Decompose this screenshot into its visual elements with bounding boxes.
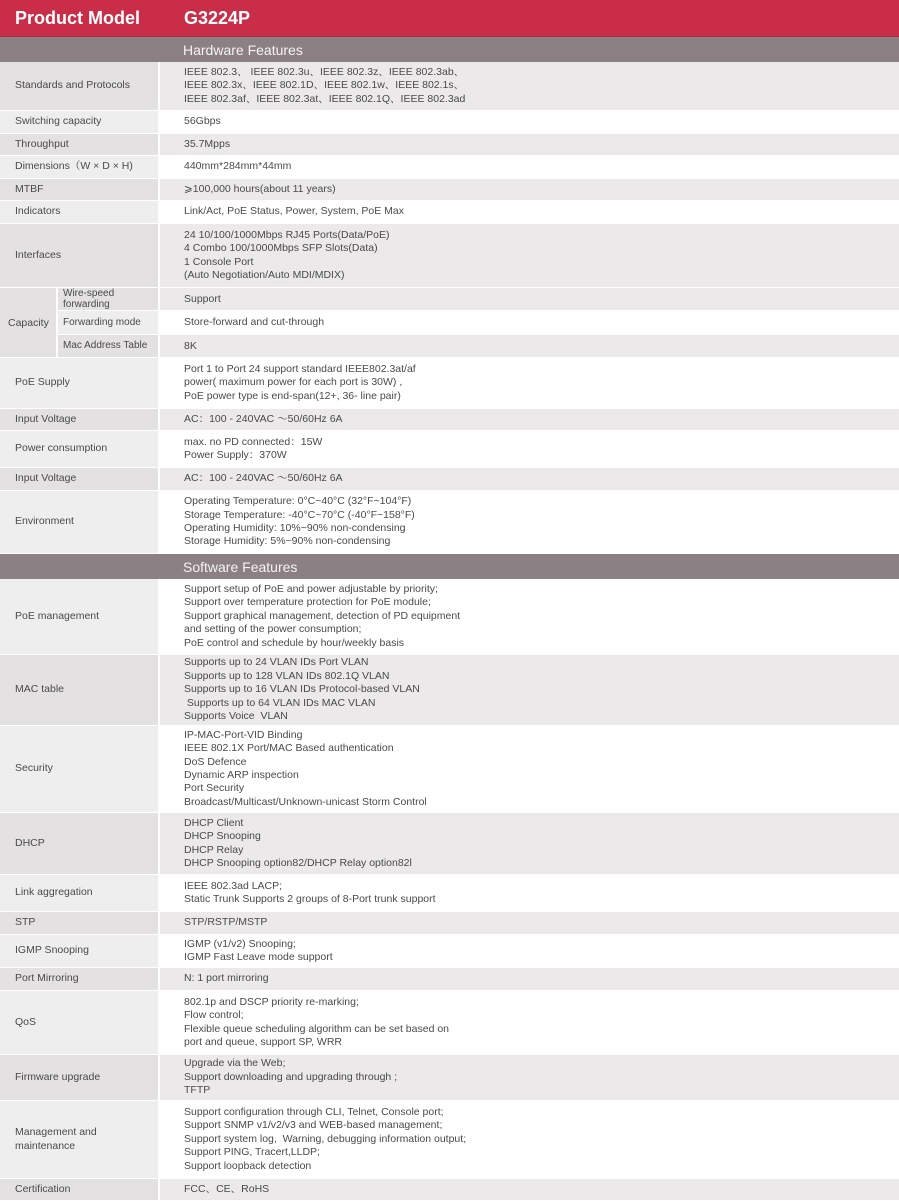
spec-value-line: DHCP Snooping option82/DHCP Relay option82l — [184, 856, 412, 869]
spec-row-stp — [0, 912, 899, 935]
spec-value-line: DoS Defence — [184, 755, 247, 768]
hardware-features-title: Hardware Features — [183, 41, 303, 58]
spec-value-line: Supports Voice VLAN — [184, 710, 288, 723]
spec-value-line: 35.7Mpps — [184, 137, 231, 150]
spec-row-input-voltage — [0, 468, 899, 491]
spec-value — [160, 431, 899, 467]
spec-value-line: IEEE 802.3、 IEEE 802.3u、IEEE 802.3z、IEEE 802.3ab、 — [184, 65, 465, 78]
spec-value-line: IGMP (v1/v2) Snooping; — [184, 937, 296, 950]
capacity-sub-label: Forwarding mode — [58, 311, 160, 333]
spec-row-indicators — [0, 201, 899, 224]
spec-row-standards-and-protocols — [0, 62, 899, 111]
spec-value-line: port and queue, support SP, WRR — [184, 1035, 342, 1048]
spec-label: Power consumption — [0, 431, 160, 467]
spec-row-throughput — [0, 134, 899, 156]
spec-value-line: Support over temperature protection for PoE module; — [184, 596, 431, 609]
spec-value-line: DHCP Relay — [184, 843, 244, 856]
spec-value — [160, 111, 899, 133]
spec-value-line: Port 1 to Port 24 support standard IEEE802.3at/af — [184, 362, 416, 375]
spec-label: DHCP — [0, 813, 160, 874]
software-features-section-header — [0, 554, 899, 579]
spec-value — [160, 912, 899, 934]
spec-value — [160, 655, 899, 725]
spec-label: MAC table — [0, 655, 160, 725]
spec-value-line: FCC、CE、RoHS — [184, 1182, 270, 1195]
spec-value-line: IGMP Fast Leave mode support — [184, 951, 333, 963]
spec-row-mac-table — [0, 655, 899, 726]
spec-label: Firmware upgrade — [0, 1055, 160, 1100]
spec-value-line: PoE control and schedule by hour/weekly basis — [184, 636, 405, 649]
spec-row-link-aggregation — [0, 875, 899, 912]
spec-value-line: Flow control; — [184, 1009, 244, 1022]
spec-value-line: Upgrade via the Web; — [184, 1057, 286, 1070]
spec-row-management-and-maintenance — [0, 1101, 899, 1179]
spec-label: Indicators — [0, 201, 160, 223]
spec-row-power-consumption — [0, 431, 899, 468]
spec-value — [160, 875, 899, 911]
software-features-title: Software Features — [183, 558, 298, 575]
spec-value-line: Dynamic ARP inspection — [184, 769, 299, 781]
capacity-subrow-mac-address-table — [58, 335, 899, 357]
spec-value — [160, 579, 899, 654]
capacity-sub-value: Store-forward and cut-through — [160, 311, 899, 333]
spec-value-line: Support SNMP v1/v2/v3 and WEB-based management; — [184, 1119, 443, 1132]
spec-row-dimensions-w-d-h — [0, 156, 899, 179]
spec-row-qos — [0, 991, 899, 1055]
capacity-label: Capacity — [0, 288, 58, 357]
spec-row-poe-management — [0, 579, 899, 655]
hardware-rows-continued — [0, 358, 899, 554]
spec-label: Certification — [0, 1179, 160, 1200]
spec-label: Port Mirroring — [0, 968, 160, 990]
spec-value-line: 440mm*284mm*44mm — [184, 160, 292, 173]
spec-row-switching-capacity — [0, 111, 899, 134]
spec-label: STP — [0, 912, 160, 934]
spec-value — [160, 1055, 899, 1100]
spec-value — [160, 813, 899, 874]
spec-row-environment — [0, 491, 899, 554]
spec-value-line: Supports up to 128 VLAN IDs 802.1Q VLAN — [184, 669, 390, 682]
spec-value-line: IEEE 802.1X Port/MAC Based authentication — [184, 742, 394, 755]
spec-value — [160, 409, 899, 430]
spec-value-line: max. no PD connected：15W — [184, 435, 323, 448]
spec-value-line: Broadcast/Multicast/Unknown-unicast Storm Control — [184, 795, 427, 808]
spec-label: Link aggregation — [0, 875, 160, 911]
spec-value-line: 24 10/100/1000Mbps RJ45 Ports(Data/PoE) — [184, 228, 390, 241]
capacity-group — [0, 288, 899, 358]
spec-value-line: STP/RSTP/MSTP — [184, 916, 268, 929]
spec-value — [160, 201, 899, 223]
spec-value — [160, 468, 899, 490]
product-model-header — [0, 0, 899, 37]
spec-label: Input Voltage — [0, 468, 160, 490]
spec-label: Interfaces — [0, 224, 160, 287]
spec-value — [160, 1101, 899, 1178]
hardware-rows — [0, 62, 899, 288]
hardware-features-section-header — [0, 37, 899, 62]
capacity-sub-value: 8K — [160, 335, 899, 357]
spec-label: PoE management — [0, 579, 160, 654]
spec-label: MTBF — [0, 179, 160, 200]
spec-value-line: and setting of the power consumption; — [184, 623, 362, 636]
spec-value-line: IEEE 802.3ad LACP; — [184, 879, 283, 892]
spec-value-line: N: 1 port mirroring — [184, 972, 269, 985]
spec-value-line: TFTP — [184, 1084, 211, 1097]
spec-label: Switching capacity — [0, 111, 160, 133]
spec-row-security — [0, 726, 899, 813]
spec-value-line: Storage Temperature: -40°C~70°C (-40°F~158°F) — [184, 508, 415, 521]
capacity-sub-label: Mac Address Table — [58, 335, 160, 357]
spec-value-line: 1 Console Port — [184, 255, 254, 268]
capacity-subrow-forwarding-mode — [58, 311, 899, 334]
spec-label: Management and maintenance — [0, 1101, 160, 1178]
spec-value-line: Port Security — [184, 782, 245, 795]
spec-value — [160, 62, 899, 110]
spec-value-line: IEEE 802.3af、IEEE 802.3at、IEEE 802.1Q、IEEE 802.3ad — [184, 92, 466, 105]
spec-row-port-mirroring — [0, 968, 899, 991]
spec-value-line: AC：100 - 240VAC ～50/60Hz 6A — [184, 472, 343, 485]
spec-value-line: Static Trunk Supports 2 groups of 8-Port trunk support — [184, 893, 436, 905]
spec-value-line: Support system log, Warning, debugging information output; — [184, 1132, 467, 1145]
spec-value-line: Supports up to 16 VLAN IDs Protocol-based VLAN — [184, 683, 420, 696]
spec-label: PoE Supply — [0, 358, 160, 408]
spec-value-line: Support configuration through CLI, Telnet, Console port; — [184, 1105, 444, 1118]
spec-row-firmware-upgrade — [0, 1055, 899, 1101]
spec-label: Dimensions（W × D × H) — [0, 156, 160, 178]
spec-value-line: 4 Combo 100/1000Mbps SFP Slots(Data) — [184, 242, 378, 255]
spec-value-line: PoE power type is end-span(12+, 36- line pair) — [184, 389, 401, 402]
spec-value-line: Support setup of PoE and power adjustable by priority; — [184, 582, 438, 595]
spec-value — [160, 726, 899, 812]
spec-value — [160, 134, 899, 155]
spec-label: Input Voltage — [0, 409, 160, 430]
capacity-subrows — [58, 288, 899, 357]
spec-value-line: IP-MAC-Port-VID Binding — [184, 728, 303, 741]
capacity-sub-value: Support — [160, 288, 899, 310]
product-model-label: Product Model — [15, 7, 140, 28]
spec-value-line: DHCP Snooping — [184, 830, 261, 843]
spec-row-poe-supply — [0, 358, 899, 409]
spec-row-igmp-snooping — [0, 935, 899, 968]
spec-value-line: Flexible queue scheduling algorithm can be set based on — [184, 1022, 450, 1035]
spec-value-line: DHCP Client — [184, 816, 244, 829]
spec-value — [160, 1179, 899, 1200]
software-rows — [0, 579, 899, 1201]
spec-value — [160, 968, 899, 990]
capacity-subrow-wire-speed-forwarding — [58, 288, 899, 311]
spec-value-line: IEEE 802.3x、IEEE 802.1D、IEEE 802.1w、IEEE 802.1s、 — [184, 79, 465, 92]
spec-value — [160, 358, 899, 408]
spec-row-input-voltage — [0, 409, 899, 431]
spec-value-line: power( maximum power for each port is 30W) , — [184, 376, 403, 389]
spec-value-line: Support graphical management, detection of PD equipment — [184, 609, 461, 622]
spec-row-certification — [0, 1179, 899, 1201]
spec-label: QoS — [0, 991, 160, 1054]
spec-value-line: 802.1p and DSCP priority re-marking; — [184, 995, 359, 1008]
spec-value — [160, 491, 899, 553]
spec-value-line: Operating Humidity: 10%~90% non-condensing — [184, 522, 406, 534]
spec-label: Standards and Protocols — [0, 62, 160, 110]
spec-value — [160, 156, 899, 178]
spec-value-line: AC：100 - 240VAC ～50/60Hz 6A — [184, 412, 343, 425]
spec-value-line: Support PING, Tracert,LLDP; — [184, 1146, 320, 1159]
spec-label: IGMP Snooping — [0, 935, 160, 967]
spec-row-interfaces — [0, 224, 899, 288]
spec-value — [160, 991, 899, 1054]
spec-value-line: Power Supply：370W — [184, 449, 287, 461]
product-model-value: G3224P — [184, 7, 251, 28]
spec-label: Security — [0, 726, 160, 812]
spec-value-line: Support loopback detection — [184, 1159, 312, 1172]
spec-label: Throughput — [0, 134, 160, 155]
spec-value — [160, 179, 899, 200]
spec-row-dhcp — [0, 813, 899, 875]
spec-value-line: (Auto Negotiation/Auto MDI/MDIX) — [184, 268, 345, 281]
spec-value — [160, 224, 899, 287]
spec-value-line: Support downloading and upgrading through ; — [184, 1070, 398, 1083]
spec-value-line: Operating Temperature: 0°C~40°C (32°F~104°F) — [184, 495, 412, 508]
capacity-sub-label: Wire-speed forwarding — [58, 288, 160, 310]
spec-value — [160, 935, 899, 967]
spec-value-line: Storage Humidity: 5%~90% non-condensing — [184, 535, 391, 548]
spec-value-line: Supports up to 24 VLAN IDs Port VLAN — [184, 656, 369, 669]
spec-value-line: 56Gbps — [184, 115, 221, 128]
spec-value-line: Link/Act, PoE Status, Power, System, PoE Max — [184, 205, 405, 218]
spec-value-line: Supports up to 64 VLAN IDs MAC VLAN — [184, 696, 376, 709]
spec-value-line: ⩾100,000 hours(about 11 years) — [184, 182, 336, 195]
spec-row-mtbf — [0, 179, 899, 201]
spec-label: Environment — [0, 491, 160, 553]
